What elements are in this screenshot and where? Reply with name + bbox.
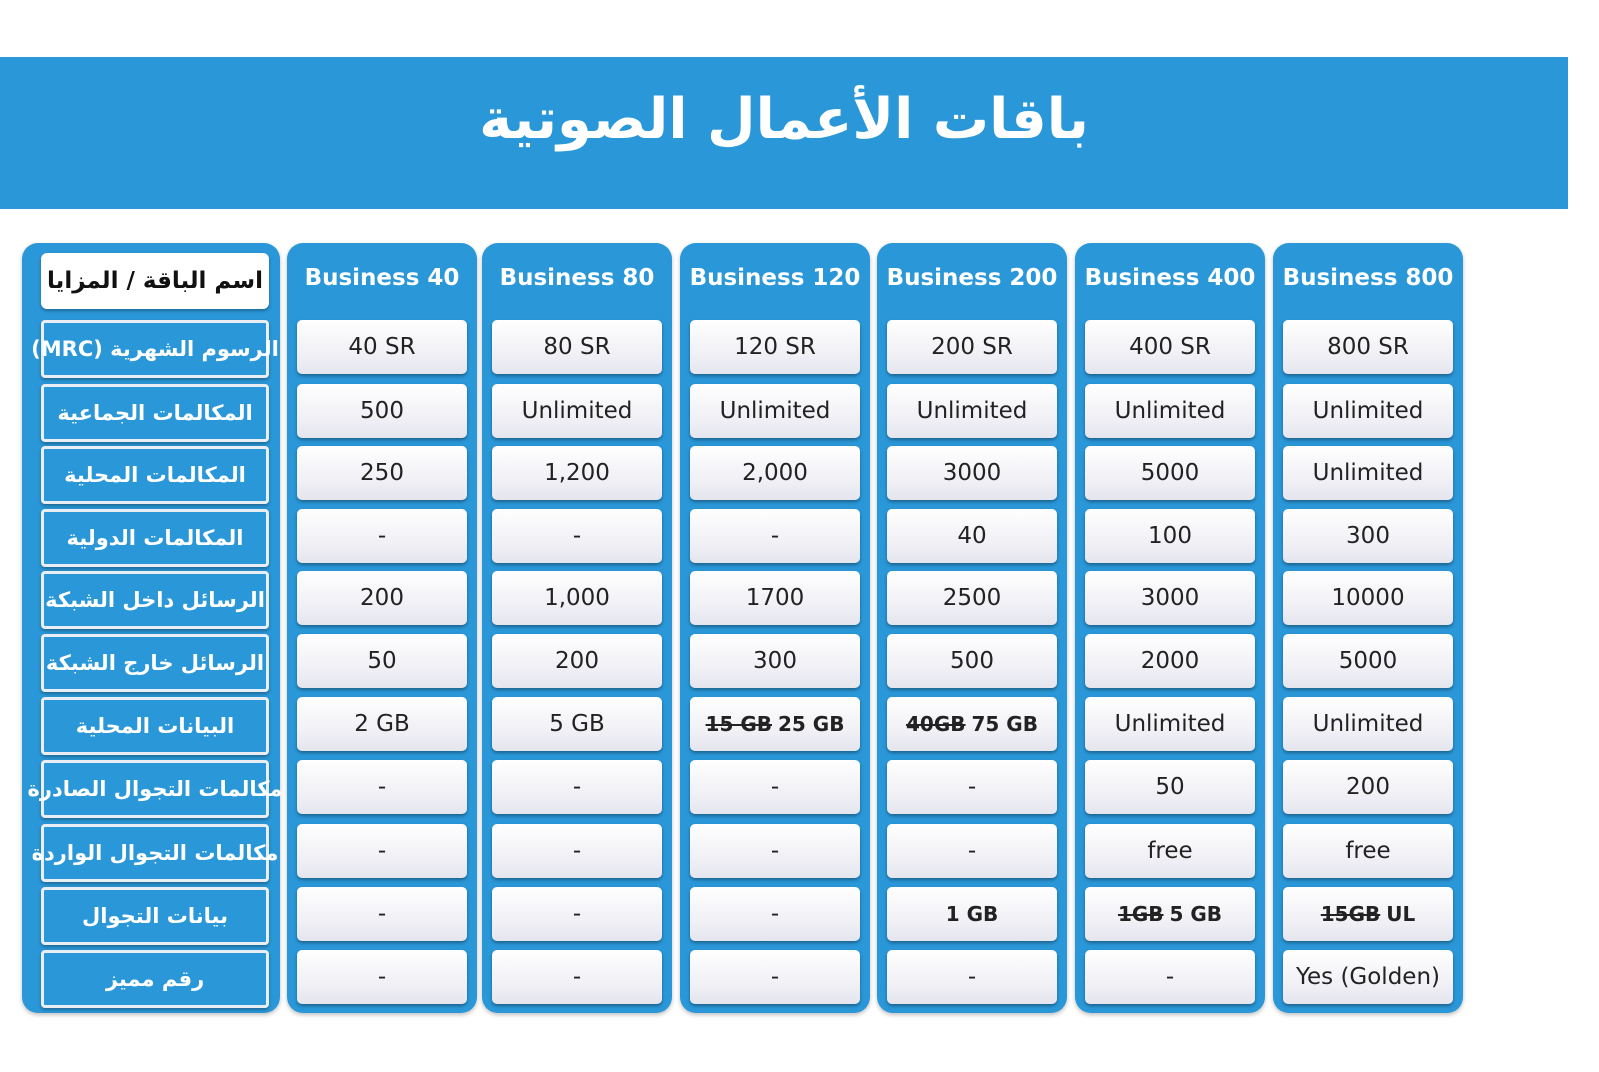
plan-value-cell xyxy=(1085,320,1255,374)
plan-value-cell xyxy=(1283,634,1453,688)
plan-value-cell xyxy=(492,446,662,500)
plan-value-cell xyxy=(492,697,662,751)
value-text: 400 SR xyxy=(1129,334,1211,360)
value-text: - xyxy=(967,964,977,990)
plan-value-cell xyxy=(1085,634,1255,688)
plan-column xyxy=(1273,243,1463,1013)
page-title: باقات الأعمال الصوتية xyxy=(479,87,1089,152)
plan-value-cell xyxy=(297,824,467,878)
plan-value-cell xyxy=(1085,887,1255,941)
value-text: - xyxy=(770,774,780,800)
plan-value-cell xyxy=(297,760,467,814)
value-text: 120 SR xyxy=(734,334,816,360)
value-text: - xyxy=(377,901,387,927)
feature-label: مكالمات التجوال الصادرة xyxy=(41,760,269,818)
plan-value-cell xyxy=(887,320,1057,374)
plan-value-cell xyxy=(887,887,1057,941)
plan-value-cell xyxy=(492,887,662,941)
plan-column xyxy=(1075,243,1265,1013)
plan-value-cell xyxy=(492,634,662,688)
value-text: 40 SR xyxy=(348,334,416,360)
value-text: 3000 xyxy=(942,460,1002,486)
value-text: - xyxy=(770,838,780,864)
value-text: 40 xyxy=(957,523,987,549)
plan-value-cell xyxy=(690,824,860,878)
value-text: 2 GB xyxy=(354,711,410,737)
plan-value-cell xyxy=(690,384,860,438)
plan-value-cell xyxy=(690,634,860,688)
value-text: - xyxy=(770,523,780,549)
plan-value-cell xyxy=(690,446,860,500)
value-text: 5 GB xyxy=(549,711,605,737)
value-text: 50 xyxy=(1155,774,1185,800)
feature-label: مكالمات التجوال الواردة xyxy=(41,824,269,882)
value-text: Unlimited xyxy=(1114,711,1226,737)
features-header: اسم الباقة / المزايا xyxy=(41,253,269,309)
value-text: 2000 xyxy=(1140,648,1200,674)
value-text: 2500 xyxy=(942,585,1002,611)
plan-name: Business 120 xyxy=(689,265,861,291)
value-text: 75 GB xyxy=(971,712,1038,736)
value-text: Yes (Golden) xyxy=(1296,964,1440,990)
plan-name: Business 800 xyxy=(1282,265,1454,291)
value-text: 800 SR xyxy=(1327,334,1409,360)
plan-value-cell xyxy=(297,950,467,1004)
plan-value-cell xyxy=(1283,446,1453,500)
plan-column xyxy=(287,243,477,1013)
value-text: - xyxy=(377,774,387,800)
plan-value-cell xyxy=(690,697,860,751)
value-text: UL xyxy=(1386,902,1416,926)
plan-value-cell xyxy=(492,384,662,438)
plan-value-cell xyxy=(1085,384,1255,438)
value-text: 250 xyxy=(360,460,404,486)
value-text: 100 xyxy=(1148,523,1192,549)
feature-label: البيانات المحلية xyxy=(41,697,269,755)
feature-label: الرسوم الشهرية (MRC) xyxy=(41,320,269,378)
value-text: 80 SR xyxy=(543,334,611,360)
value-text: - xyxy=(770,901,780,927)
plan-value-cell xyxy=(297,320,467,374)
plan-value-cell xyxy=(690,571,860,625)
value-text: 5000 xyxy=(1338,648,1398,674)
plan-value-cell xyxy=(1283,824,1453,878)
value-text: - xyxy=(572,964,582,990)
plan-value-cell xyxy=(297,446,467,500)
plan-value-cell xyxy=(1085,446,1255,500)
value-text: 500 xyxy=(950,648,994,674)
plan-name: Business 200 xyxy=(886,265,1058,291)
value-text: 200 xyxy=(555,648,599,674)
plan-value-cell xyxy=(1283,697,1453,751)
plan-name: Business 40 xyxy=(304,265,460,291)
value-text: 200 SR xyxy=(931,334,1013,360)
value-text: 300 xyxy=(1346,523,1390,549)
value-text: 5 GB xyxy=(1169,902,1223,926)
feature-label: الرسائل خارج الشبكة xyxy=(41,634,269,692)
plan-value-cell xyxy=(492,950,662,1004)
value-text: 10000 xyxy=(1331,585,1405,611)
feature-label: رقم مميز xyxy=(41,950,269,1008)
value-text: 1 GB xyxy=(945,902,999,926)
title-banner xyxy=(0,57,1568,209)
plan-value-cell xyxy=(1283,950,1453,1004)
value-text: - xyxy=(572,901,582,927)
plan-value-cell xyxy=(1085,824,1255,878)
plan-value-cell xyxy=(690,887,860,941)
plan-value-cell xyxy=(887,697,1057,751)
plan-value-cell xyxy=(492,824,662,878)
plan-value-cell xyxy=(492,320,662,374)
value-text: 25 GB xyxy=(778,712,845,736)
value-text: - xyxy=(572,838,582,864)
value-text: 2,000 xyxy=(742,460,808,486)
plan-value-cell xyxy=(690,509,860,563)
value-text: Unlimited xyxy=(916,398,1028,424)
old-value: 40GB xyxy=(906,712,966,736)
plan-value-cell xyxy=(1085,697,1255,751)
plan-value-cell xyxy=(297,384,467,438)
value-text: 1,000 xyxy=(544,585,610,611)
plan-value-cell xyxy=(1283,760,1453,814)
value-text: 1700 xyxy=(745,585,805,611)
plan-value-cell xyxy=(492,760,662,814)
value-text: 200 xyxy=(360,585,404,611)
plan-value-cell xyxy=(690,950,860,1004)
plan-value-cell xyxy=(887,824,1057,878)
feature-label: المكالمات الجماعية xyxy=(41,384,269,442)
value-text: - xyxy=(572,774,582,800)
plan-value-cell xyxy=(492,509,662,563)
plan-value-cell xyxy=(887,950,1057,1004)
value-text: Unlimited xyxy=(719,398,831,424)
plan-column xyxy=(877,243,1067,1013)
value-text: 500 xyxy=(360,398,404,424)
plan-value-cell xyxy=(887,634,1057,688)
feature-label: بيانات التجوال xyxy=(41,887,269,945)
value-text: 3000 xyxy=(1140,585,1200,611)
value-text: - xyxy=(377,964,387,990)
value-text: Unlimited xyxy=(521,398,633,424)
plan-value-cell xyxy=(297,509,467,563)
plan-value-cell xyxy=(1085,509,1255,563)
value-text: 1,200 xyxy=(544,460,610,486)
plan-column xyxy=(482,243,672,1013)
plan-value-cell xyxy=(887,571,1057,625)
value-text: Unlimited xyxy=(1312,711,1424,737)
value-text: - xyxy=(967,774,977,800)
plan-value-cell xyxy=(887,509,1057,563)
plan-value-cell xyxy=(1085,760,1255,814)
plan-value-cell xyxy=(1283,320,1453,374)
old-value: 1GB xyxy=(1117,902,1164,926)
value-text: - xyxy=(770,964,780,990)
plan-name: Business 400 xyxy=(1084,265,1256,291)
plan-value-cell xyxy=(492,571,662,625)
value-text: - xyxy=(377,838,387,864)
value-text: - xyxy=(377,523,387,549)
value-text: free xyxy=(1345,838,1391,864)
value-text: Unlimited xyxy=(1312,398,1424,424)
plan-value-cell xyxy=(297,697,467,751)
plan-value-cell xyxy=(1283,887,1453,941)
plan-value-cell xyxy=(690,320,860,374)
plan-value-cell xyxy=(297,634,467,688)
plan-value-cell xyxy=(690,760,860,814)
value-text: Unlimited xyxy=(1114,398,1226,424)
plan-value-cell xyxy=(297,887,467,941)
feature-label: المكالمات الدولية xyxy=(41,509,269,567)
feature-label: الرسائل داخل الشبكة xyxy=(41,571,269,629)
value-text: 5000 xyxy=(1140,460,1200,486)
value-text: 300 xyxy=(753,648,797,674)
value-text: free xyxy=(1147,838,1193,864)
plan-value-cell xyxy=(1085,950,1255,1004)
plan-value-cell xyxy=(1283,509,1453,563)
plan-value-cell xyxy=(887,384,1057,438)
plan-name: Business 80 xyxy=(499,265,655,291)
plan-value-cell xyxy=(1085,571,1255,625)
value-text: Unlimited xyxy=(1312,460,1424,486)
plan-value-cell xyxy=(1283,571,1453,625)
plan-value-cell xyxy=(887,760,1057,814)
plan-column xyxy=(680,243,870,1013)
value-text: 200 xyxy=(1346,774,1390,800)
value-text: 50 xyxy=(367,648,397,674)
feature-label: المكالمات المحلية xyxy=(41,446,269,504)
plan-value-cell xyxy=(887,446,1057,500)
value-text: - xyxy=(572,523,582,549)
value-text: - xyxy=(967,838,977,864)
plan-value-cell xyxy=(1283,384,1453,438)
features-column xyxy=(22,243,283,1013)
plan-value-cell xyxy=(297,571,467,625)
old-value: 15GB xyxy=(1320,902,1381,926)
old-value: 15 GB xyxy=(705,712,772,736)
value-text: - xyxy=(1165,964,1175,990)
